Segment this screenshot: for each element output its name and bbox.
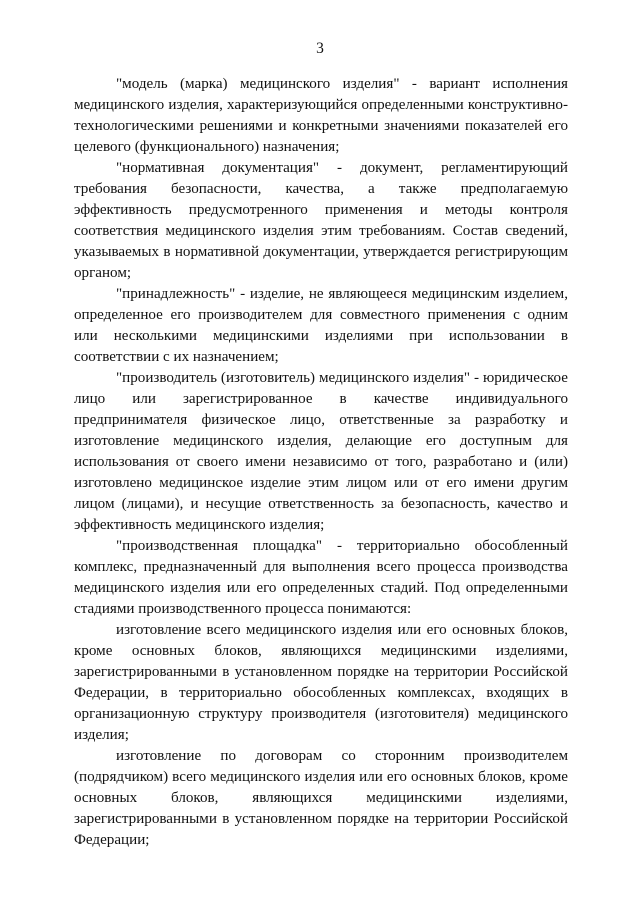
- page-number: 3: [316, 40, 324, 57]
- production-stage-contractor-paragraph: изготовление по договорам со сторонним производителем (подрядчиком) всего медицинского изделия или его основных блоков, кроме основных блоков, являющихся медицинскими изделиями, зарегистрированными в установленном порядке на территории Российской Федерации;: [74, 748, 568, 848]
- definition-manufacturer-paragraph: "производитель (изготовитель) медицинского изделия" - юридическое лицо или зарегистрированное в качестве индивидуального предпринимателя физическое лицо, ответственные за разработку и изготовление медицинского изделия, делающие его доступным для использования от своего имени независимо от того, разработано и (или) изготовлено медицинское изделие этим лицом или от его имени другим лицом (лицами), и несущие ответственность за безопасность, качество и эффективность медицинского изделия;: [74, 370, 568, 533]
- production-stage-in-house-paragraph: изготовление всего медицинского изделия или его основных блоков, кроме основных блоков, являющихся медицинскими изделиями, зарегистрированными в установленном порядке на территории Российской Федерации, в территориально обособленных комплексах, входящих в организационную структуру производителя (изготовителя) медицинского изделия;: [74, 622, 568, 743]
- definition-production-site-paragraph: "производственная площадка" - территориально обособленный комплекс, предназначенный для выполнения всего процесса производства медицинского изделия или его определенных стадий. Под определенными стадиями производственного процесса понимаются:: [74, 538, 568, 617]
- definition-accessory-paragraph: "принадлежность" - изделие, не являющееся медицинским изделием, определенное его производителем для совместного применения с одним или несколькими медицинскими изделиями при использовании в соответствии с их назначением;: [74, 286, 568, 365]
- document-body: [74, 74, 568, 851]
- definition-normative-documentation-paragraph: "нормативная документация" - документ, регламентирующий требования безопасности, качества, а также предполагаемую эффективность предусмотренного применения и методы контроля соответствия медицинского изделия этим требованиям. Состав сведений, указываемых в нормативной документации, утверждается регистрирующим органом;: [74, 160, 568, 281]
- definition-model-paragraph: "модель (марка) медицинского изделия" - вариант исполнения медицинского изделия, характеризующийся определенными конструктивно-технологическими решениями и конкретными значениями показателей его целевого (функционального) назначения;: [74, 76, 568, 155]
